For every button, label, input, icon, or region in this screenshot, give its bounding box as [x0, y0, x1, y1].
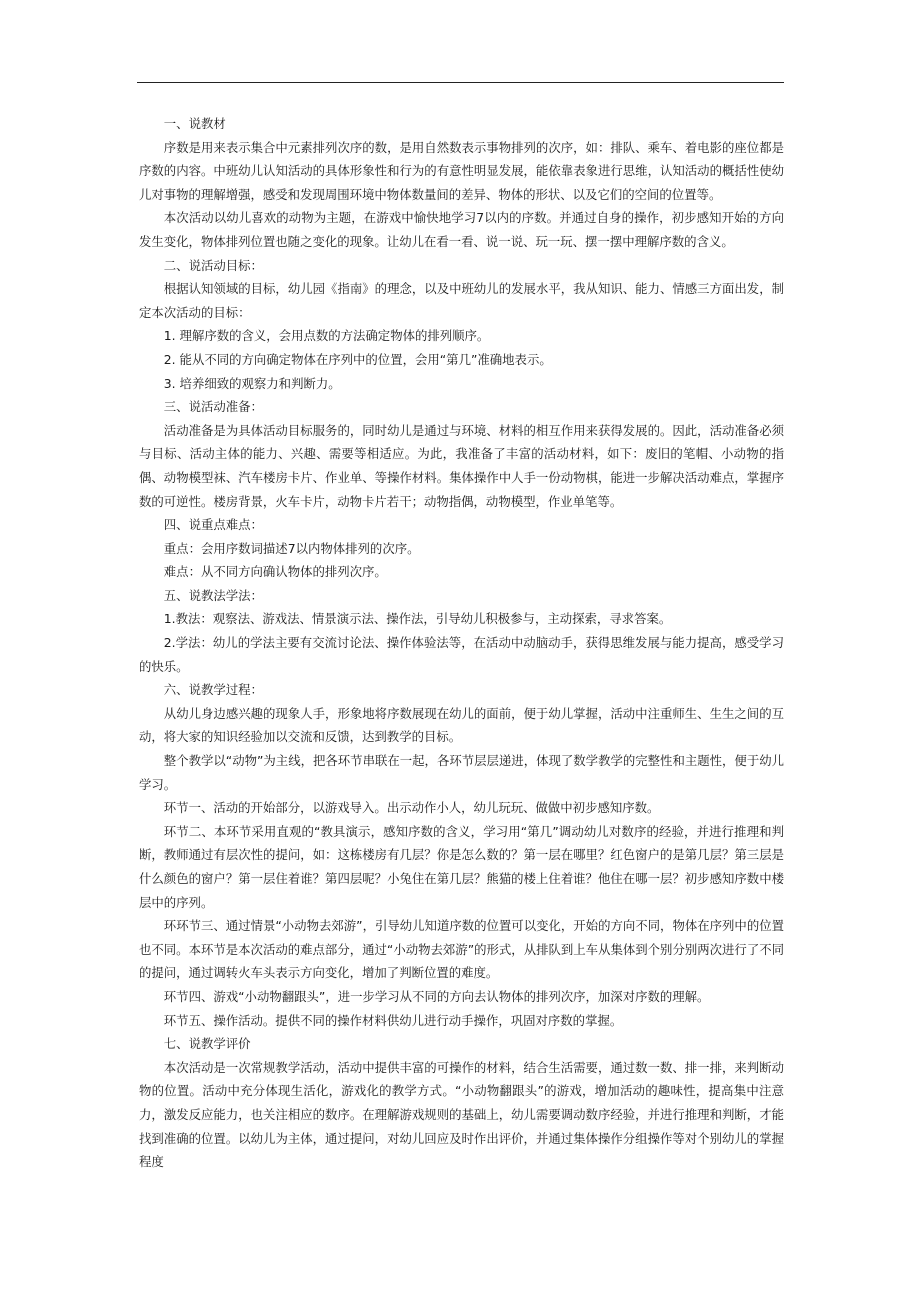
section-3-heading: 三、说活动准备：: [163, 399, 263, 415]
header-rule: [137, 82, 784, 83]
section-1-heading: 一、说教材: [163, 116, 226, 131]
section-3-paragraph-1: 活动准备是为具体活动目标服务的，同时幼儿是通过与环境、材料的相互作用来获得发展的。因此，活动准备必须与目标、活动主体的能力、兴趣、需要等相适应。为此，我准备了丰富的活动材料，如下：废旧的笔帽、小动物的指偶、动物模型袜、汽车楼房卡片、作业单、等操作材料。集体操作中人手一份动物棋，能进一步解决活动难点，掌握序数的可逆性。楼房背景，火车卡片，动物卡片若干；动物指偶，动物模型，作业单笔等。: [139, 422, 784, 509]
goal-item-3: 3. 培养细致的观察力和判断力。: [163, 375, 341, 391]
section-7-paragraph-1: 本次活动是一次常规教学活动，活动中提供丰富的可操作的材料，结合生活需要，通过数一数、排一排，来判断动物的位置。活动中充分体现生活化，游戏化的教学方式。“小动物翻跟头”的游戏，增加活动的趣味性，提高集中注意力，激发反应能力，也关注相应的数序。在理解游戏规则的基础上，幼儿需要调动数序经验，并进行推理和判断，才能找到准确的位置。以幼儿为主体，通过提问，对幼儿回应及时作出评价，并通过集体操作分组操作等对个别幼儿的掌握程度: [139, 1059, 784, 1170]
section-5-heading: 五、说教法学法：: [163, 587, 263, 603]
section-6-paragraph-1: 从幼儿身边感兴趣的现象人手，形象地将序数展现在幼儿的面前，便于幼儿掌握，活动中注重师生、生生之间的互动，将大家的知识经验加以交流和反馈，达到教学的目标。: [139, 705, 784, 745]
section-6-heading: 六、说教学过程：: [163, 682, 263, 698]
section-1-paragraph-1: 序数是用来表示集合中元素排列次序的数，是用自然数表示事物排列的次序，如：排队、乘车、着电影的座位都是序数的内容。中班幼儿认知活动的具体形象性和行为的有意性明显发展，能依靠表象进行思维，认知活动的概括性使幼儿对事物的理解增强，感受和发现周围环境中物体数量间的差异、物体的形状、以及它们的空间的位置等。: [139, 139, 784, 202]
link-5: 环节五、操作活动。提供不同的操作材料供幼儿进行动手操作，巩固对序数的掌握。: [163, 1012, 623, 1028]
link-3: 环环节三、通过情景“小动物去郊游”，引导幼儿知道序数的位置可以变化，开始的方向不同，物体在序列中的位置也不同。本环节是本次活动的难点部分，通过“小动物去郊游”的形式，从排队到上车从集体到个别分别两次进行了不同的提问，通过调转火车头表示方向变化，增加了判断位置的难度。: [139, 918, 784, 981]
difficult-point: 难点：从不同方向确认物体的排列次序。: [163, 564, 387, 580]
section-1-paragraph-2: 本次活动以幼儿喜欢的动物为主题，在游戏中愉快地学习7以内的序数。并通过自身的操作，初步感知开始的方向发生变化，物体排列位置也随之变化的现象。让幼儿在看一看、说一说、玩一玩、摆一摆中理解序数的含义。: [139, 210, 784, 249]
goal-item-1: 1. 理解序数的含义，会用点数的方法确定物体的排列顺序。: [163, 328, 490, 344]
key-point: 重点：会用序数词描述7以内物体排列的次序。: [163, 540, 420, 556]
link-1: 环节一、活动的开始部分，以游戏导入。出示动作小人，幼儿玩玩、做做中初步感知序数。: [163, 800, 660, 816]
link-2: 环节二、本环节采用直观的“教具演示，感知序数的含义，学习用“第几”调动幼儿对数序的经验，并进行推理和判断，教师通过有层次性的提问，如：这栋楼房有几层？你是怎么数的？第一层在哪里？红色窗户的是第几层？第三层是什么颜色的窗户？第一层住着谁？第四层呢？小兔住在第几层？熊猫的楼上住着谁？他住在哪一层？初步感知序数中楼层中的序列。: [139, 823, 784, 910]
link-4: 环节四、游戏“小动物翻跟头”，进一步学习从不同的方向去认物体的排列次序，加深对序数的理解。: [163, 988, 710, 1004]
goal-item-2: 2. 能从不同的方向确定物体在序列中的位置，会用“第几”准确地表示。: [163, 351, 552, 367]
section-7-heading: 七、说教学评价: [163, 1036, 251, 1052]
document-body: [139, 112, 784, 1174]
section-4-heading: 四、说重点难点：: [163, 517, 263, 533]
section-2-paragraph-1: 根据认知领域的目标，幼儿园《指南》的理念，以及中班幼儿的发展水平，我从知识、能力、情感三方面出发，制定本次活动的目标：: [139, 281, 784, 320]
teaching-method: 1.教法：观察法、游戏法、情景演示法、操作法，引导幼儿积极参与，主动探索，寻求答案。: [163, 611, 672, 627]
learning-method: 2.学法：幼儿的学法主要有交流讨论法、操作体验法等，在活动中动脑动手，获得思维发展与能力提高，感受学习的快乐。: [139, 635, 784, 674]
section-2-heading: 二、说活动目标：: [163, 257, 263, 273]
section-6-paragraph-2: 整个教学以“动物”为主线，把各环节串联在一起，各环节层层递进，体现了数学教学的完整性和主题性，便于幼儿学习。: [139, 753, 784, 792]
